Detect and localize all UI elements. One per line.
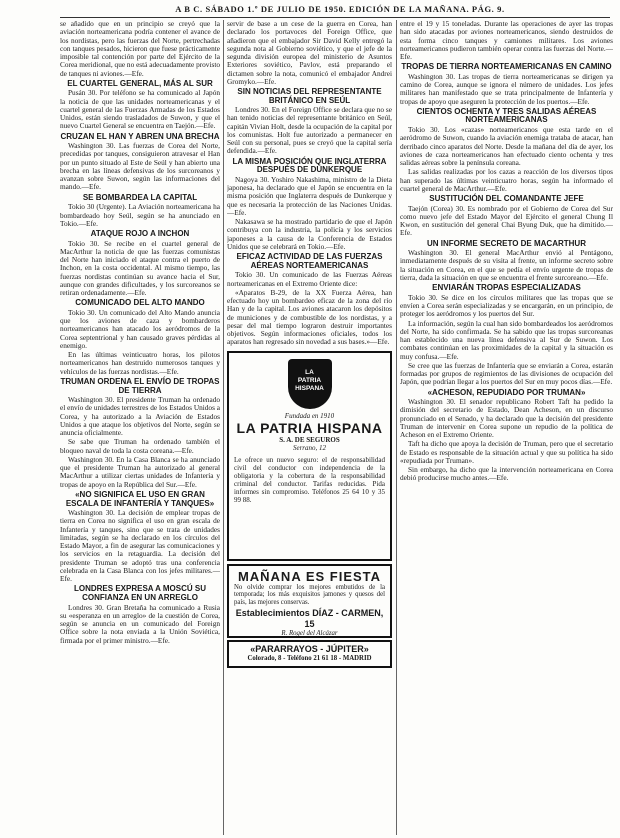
article-headline: EFICAZ ACTIVIDAD DE LAS FUERZAS AÉREAS NORTEAMERICANAS: [236, 252, 383, 270]
article-headline: ATAQUE ROJO A INCHON: [90, 229, 190, 239]
page-header: A B C. SÁBADO 1.º DE JULIO DE 1950. EDICIÓN DE LA MAÑANA. PÁG. 9.: [175, 4, 505, 14]
article-paragraph: Tokio 30. Un comunicado de las Fuerzas Aéreas norteamericanas en el Extremo Oriente dice:: [227, 270, 392, 288]
article-paragraph: Nagoya 30. Yoshiro Nakashima, ministro de la Dieta japonesa, ha declarado que el Japón se encuentra en la misma posición que Inglaterra después de Dunkerque y que es necesaria la protección de las Naciones Unidas.—Efe.: [227, 174, 392, 217]
article-paragraph: Las salidas realizadas por los cazas a reacción de los diversos tipos han superado las últimas veinticuatro horas, según ha informado el cuartel general de MacArthur.—Efe.: [400, 167, 613, 193]
article-paragraph: Tokio 30. Se dice en los círculos militares que las tropas que se envíen a Corea serán especializadas y se encargarán, en un principio, de proteger los aeródromos y los puertos del Sur.: [400, 292, 613, 319]
article-paragraph: Tokio 30 (Urgente). La Aviación norteamericana ha bombardeado hoy Seúl, según se ha anunciado en Tokio.—Efe.: [60, 202, 220, 228]
ad-founded: Fundada en 1910: [284, 411, 335, 420]
ad-address: Serrano, 12: [292, 444, 327, 453]
article-headline: CRUZAN EL HAN Y ABREN UNA BRECHA: [60, 131, 220, 141]
article-paragraph: Tokio 30. Se recibe en el cuartel general de MacArthur la noticia de que las fuerzas comunistas del Norte han iniciado el ataque contra el puerto de Inchon, en la costa occidental. Al mismo tiempo, las fuerzas nordistas continúan su avance hacia el Sur, aunque con grandes dificultades, y los surcoreanos se retiran ordenadamente.—Efe.: [60, 238, 220, 298]
article-paragraph: Londres 30. En el Foreign Office se declara que no se han tenido noticias del representante británico en Seúl, capitán Vivian Holt, desde la ocupación de la capital por los comunistas. Holt fue autorizado a permanecer en Seúl con su personal, pues se creyó que la capital sería defendida.—Efe.: [227, 105, 392, 156]
article-paragraph: Sin embargo, ha dicho que la intervención norteamericana en Corea debió producirse mucho antes.—Efe.: [400, 465, 613, 483]
article-paragraph: Pusán 30. Por teléfono se ha comunicado al Japón la noticia de que las unidades norteamericanas y el cuartel general de las Fuerzas Armadas de los Estados Unidos, están siendo trasladados de Suwon, y que el nuevo Cuartel General se encuentra en Taejón.—Efe.: [60, 88, 220, 131]
ad-manana-es-fiesta: [227, 564, 392, 638]
article-paragraph: entre el 19 y 15 toneladas. Durante las operaciones de ayer las tropas han sido atacadas por aviones norteamericanos, siendo destruidos de esta forma cinco tanques y camiones militares. Los aviones norteamericanos pudieron también operar contra las fuerzas del Norte.—Efe.: [400, 20, 613, 61]
article-paragraph: Se cree que las fuerzas de Infantería que se enviarán a Corea, estarán formadas por grupos de regimientos de las divisiones de ocupación del Japón, que podrían llegar a los puertos del Sur en muy pocos días.—Efe.: [400, 360, 613, 387]
article-paragraph: Washington 30. En la Casa Blanca se ha anunciado que el presidente Truman ha autorizado al general MacArthur a utilizar ciertas unidades de Infantería y tropas de apoyo en la República del Sur.—Efe.: [60, 454, 220, 489]
article-paragraph: «Aparatos B-29, de la XX Fuerza Aérea, han efectuado hoy un bombardeo eficaz de la zona del río Han y de la capital. Los aviones atacaron los depósitos de municiones y de combustible de los nordistas, y a pesar del mal tiempo lograron destruir importantes objetivos. Según informaciones oficiales, todos los aparatos han regresado sin novedad a sus bases.»—Efe.: [227, 287, 392, 347]
article-headline: SIN NOTICIAS DEL REPRESENTANTE BRITÁNICO EN SEÚL: [237, 87, 382, 105]
article-headline: COMUNICADO DEL ALTO MANDO: [75, 298, 205, 308]
ad2-store-sub: R. Rogel del Alcázar: [281, 629, 338, 637]
article-paragraph: Taejón (Corea) 30. Es nombrado por el Gobierno de Corea del Sur como nuevo jefe del Estado Mayor del Ejército el general Chung Il Kwon, en sustitución del general Chai Byung Duk, que ha dimitido.—Efe.: [400, 203, 613, 238]
ad-brand: LA PATRIA HISPANA: [236, 419, 383, 436]
article-paragraph: Tokio 30. Un comunicado del Alto Mando anuncia que los aviones de caza y bombarderos norteamericanos han atacado los aeródromos de la Corea septentrional y han causado graves pérdidas al enemigo.: [60, 307, 220, 350]
header-rule: [60, 17, 610, 18]
article-headline: TRUMAN ORDENA EL ENVÍO DE TROPAS DE TIERRA: [60, 376, 220, 395]
column-3: [400, 20, 613, 835]
ad2-body: No olvide comprar los mejores embutidos de la temporada; los más exquisitos jamones y quesos del país, las mejores conservas.: [234, 583, 385, 607]
ad-pararrayos: [227, 640, 392, 668]
article-headline: CIENTOS OCHENTA Y TRES SALIDAS AÉREAS NORTEAMERICANAS: [416, 106, 597, 125]
ad-subtitle: S. A. DE SEGUROS: [279, 435, 340, 444]
article-headline: TROPAS DE TIERRA NORTEAMERICANAS EN CAMINO: [401, 62, 612, 72]
ad3-contact: Colorado, 8 - Teléfono 21 61 18 - MADRID: [247, 654, 372, 662]
ad-la-patria-hispana: [227, 351, 392, 561]
article-headline: UN INFORME SECRETO DE MACARTHUR: [427, 238, 586, 248]
article-headline: «NO SIGNIFICA EL USO EN GRAN ESCALA DE INFANTERÍA Y TANQUES»: [65, 489, 215, 508]
article-headline: EL CUARTEL GENERAL, MÁS AL SUR: [67, 78, 213, 88]
article-paragraph: Washington 30. El presidente Truman ha ordenado el envío de unidades terrestres de los Estados Unidos a Corea, y ha autorizado a la Aviación de Estados Unidos a que ataque los objetivos del Norte, según se anuncia oficialmente.: [60, 395, 220, 438]
column-1: [60, 20, 220, 835]
ad2-store: Establecimientos DÍAZ - CARMEN, 15: [235, 607, 384, 629]
column-2-articles: [227, 20, 392, 347]
shield-logo: LA PATRIA HISPANA: [288, 359, 332, 409]
article-headline: SUSTITUCIÓN DEL COMANDANTE JEFE: [429, 194, 584, 204]
article-paragraph: Tokio 30. Los «cazas» norteamericanos que esta tarde en el aeródromo de Suwon, cuando la aviación enemiga trataba de atacar, han derribado cinco aparatos del Norte. Desde la mañana del día de ayer, los aviones de caza norteamericanos han efectuado ciento ochenta y tres salidas aéreas sobre la península coreana.: [400, 125, 613, 168]
article-headline: SE BOMBARDEA LA CAPITAL: [82, 192, 198, 202]
ad2-headline: MAÑANA ES FIESTA: [237, 568, 382, 584]
article-paragraph: Washington 30. El senador republicano Robert Taft ha pedido la dimisión del secretario de Estado, Dean Acheson, en un discurso pronunciado en el Senado, y ha declarado que la decisión del presidente Truman de intervenir en Corea supone un repudio de la política de Acheson en el Extremo Oriente.: [400, 397, 613, 440]
ad-body: Le ofrece un nuevo seguro: el de responsabilidad civil del conductor con independencia de la obligatoria y la cobertura de la responsabilidad criminal del conductor. Tarifas reducidas. Pida informes sin compromiso. Teléfonos 25 64 10 y 35 99 88.: [234, 456, 385, 505]
article-paragraph: Londres 30. Gran Bretaña ha comunicado a Rusia su «esperanza en un arreglo» de la cuestión de Corea, según se anuncia en un comunicado del Foreign Office sobre la nota enviada a la Unión Soviética, firmada por el primer ministro.—Efe.: [60, 602, 220, 645]
article-headline: ENVIARÁN TROPAS ESPECIALIZADAS: [432, 283, 581, 293]
article-paragraph: Nakasawa se ha mostrado partidario de que el Japón contribuya con la industria, la policía y los servicios japoneses a la causa de la Conferencia de Estados Unidos que se celebrará en Tokio.—Efe.: [227, 217, 392, 251]
article-paragraph: se añadido que en un principio se creyó que la aviación norteamericana podría contener el avance de los nordistas, pero las fuerzas del Norte, pertrechadas con tanques pesados, hicieron que fuese prácticamente imposible tal contención por parte del Ejército de la Corea meridional, que no está adecuadamente provisto de tanques ni aviones.—Efe.: [60, 20, 220, 78]
column-rule-2: [396, 20, 397, 835]
article-paragraph: Washington 30. Las fuerzas de Corea del Norte, precedidas por tanques, consiguieron atravesar el Han por un punto situado al Este de Seúl y han abierto una brecha en las líneas defensivas de los surcoreanos y avanzan sobre Suwon, según las informaciones del mando.—Efe.: [60, 141, 220, 192]
article-headline: «ACHESON, REPUDIADO POR TRUMAN»: [427, 387, 586, 397]
article-paragraph: Washington 30. Las tropas de tierra norteamericanas se dirigen ya camino de Corea, aunque se ignora el número de unidades. Los jefes militares han manifestado que se trata principalmente de Infantería y tropas de apoyo que aseguren la protección de los puertos.—Efe.: [400, 71, 613, 106]
article-paragraph: Taft ha dicho que apoya la decisión de Truman, pero que el secretario de Estado es responsable de la situación actual y que su política ha sido «repudiada por Truman».: [400, 439, 613, 465]
column-rule-1: [223, 20, 224, 835]
article-headline: LONDRES EXPRESA A MOSCÚ SU CONFIANZA EN UN ARREGLO: [73, 584, 206, 602]
article-paragraph: servir de base a un cese de la guerra en Corea, han declarado los portavoces del Foreign Office, que añadieron que el embajador Sir David Kelly entregó la segunda nota al Gobierno soviético, y que el jefe de la segunda división europea del ministerio de Asuntos Exteriores soviético, Pavlov, está preparando el dictamen sobre la nota, comunicó el embajador Andrei Gromyko.—Efe.: [227, 20, 392, 86]
ad3-headline: «PARARRAYOS - JÚPITER»: [250, 643, 369, 654]
article-paragraph: La información, según la cual han sido bombardeados los aeródromos del Norte, ha sido confirmada. Se ha sabido que las tropas surcoreanas han establecido una nueva línea defensiva al Sur de Suwon. Los combates continúan en las proximidades de la capital y la situación es muy confusa.—Efe.: [400, 318, 613, 361]
article-paragraph: Washington 30. La decisión de emplear tropas de tierra en Corea no significa el uso en gran escala de Infantería y tanques, sino que se trata de unidades limitadas, según se ha declarado en los círculos del Estado Mayor, a fin de asegurar las comunicaciones y los servicios en la retaguardia. La decisión del presidente Truman se adoptó tras una conferencia celebrada en la Casa Blanca con los jefes militares.—Efe.: [60, 508, 220, 584]
article-paragraph: En las últimas veinticuatro horas, los pilotos norteamericanos han destruido numerosos tanques y vehículos de las fuerzas nordistas.—Efe.: [60, 350, 220, 376]
article-paragraph: Washington 30. El general MacArthur envió al Pentágono, inmediatamente después de su visita al frente, un informe secreto sobre la situación en Corea, en el que se pedía el envío urgente de tropas de tierra, dada la situación en que se encuentra el frente surcoreano.—Efe.: [400, 248, 613, 282]
article-paragraph: Se sabe que Truman ha ordenado también el bloqueo naval de toda la costa coreana.—Efe.: [60, 437, 220, 455]
article-headline: LA MISMA POSICIÓN QUE INGLATERRA DESPUÉS DE DUNKERQUE: [232, 156, 387, 175]
column-2: [227, 20, 392, 835]
